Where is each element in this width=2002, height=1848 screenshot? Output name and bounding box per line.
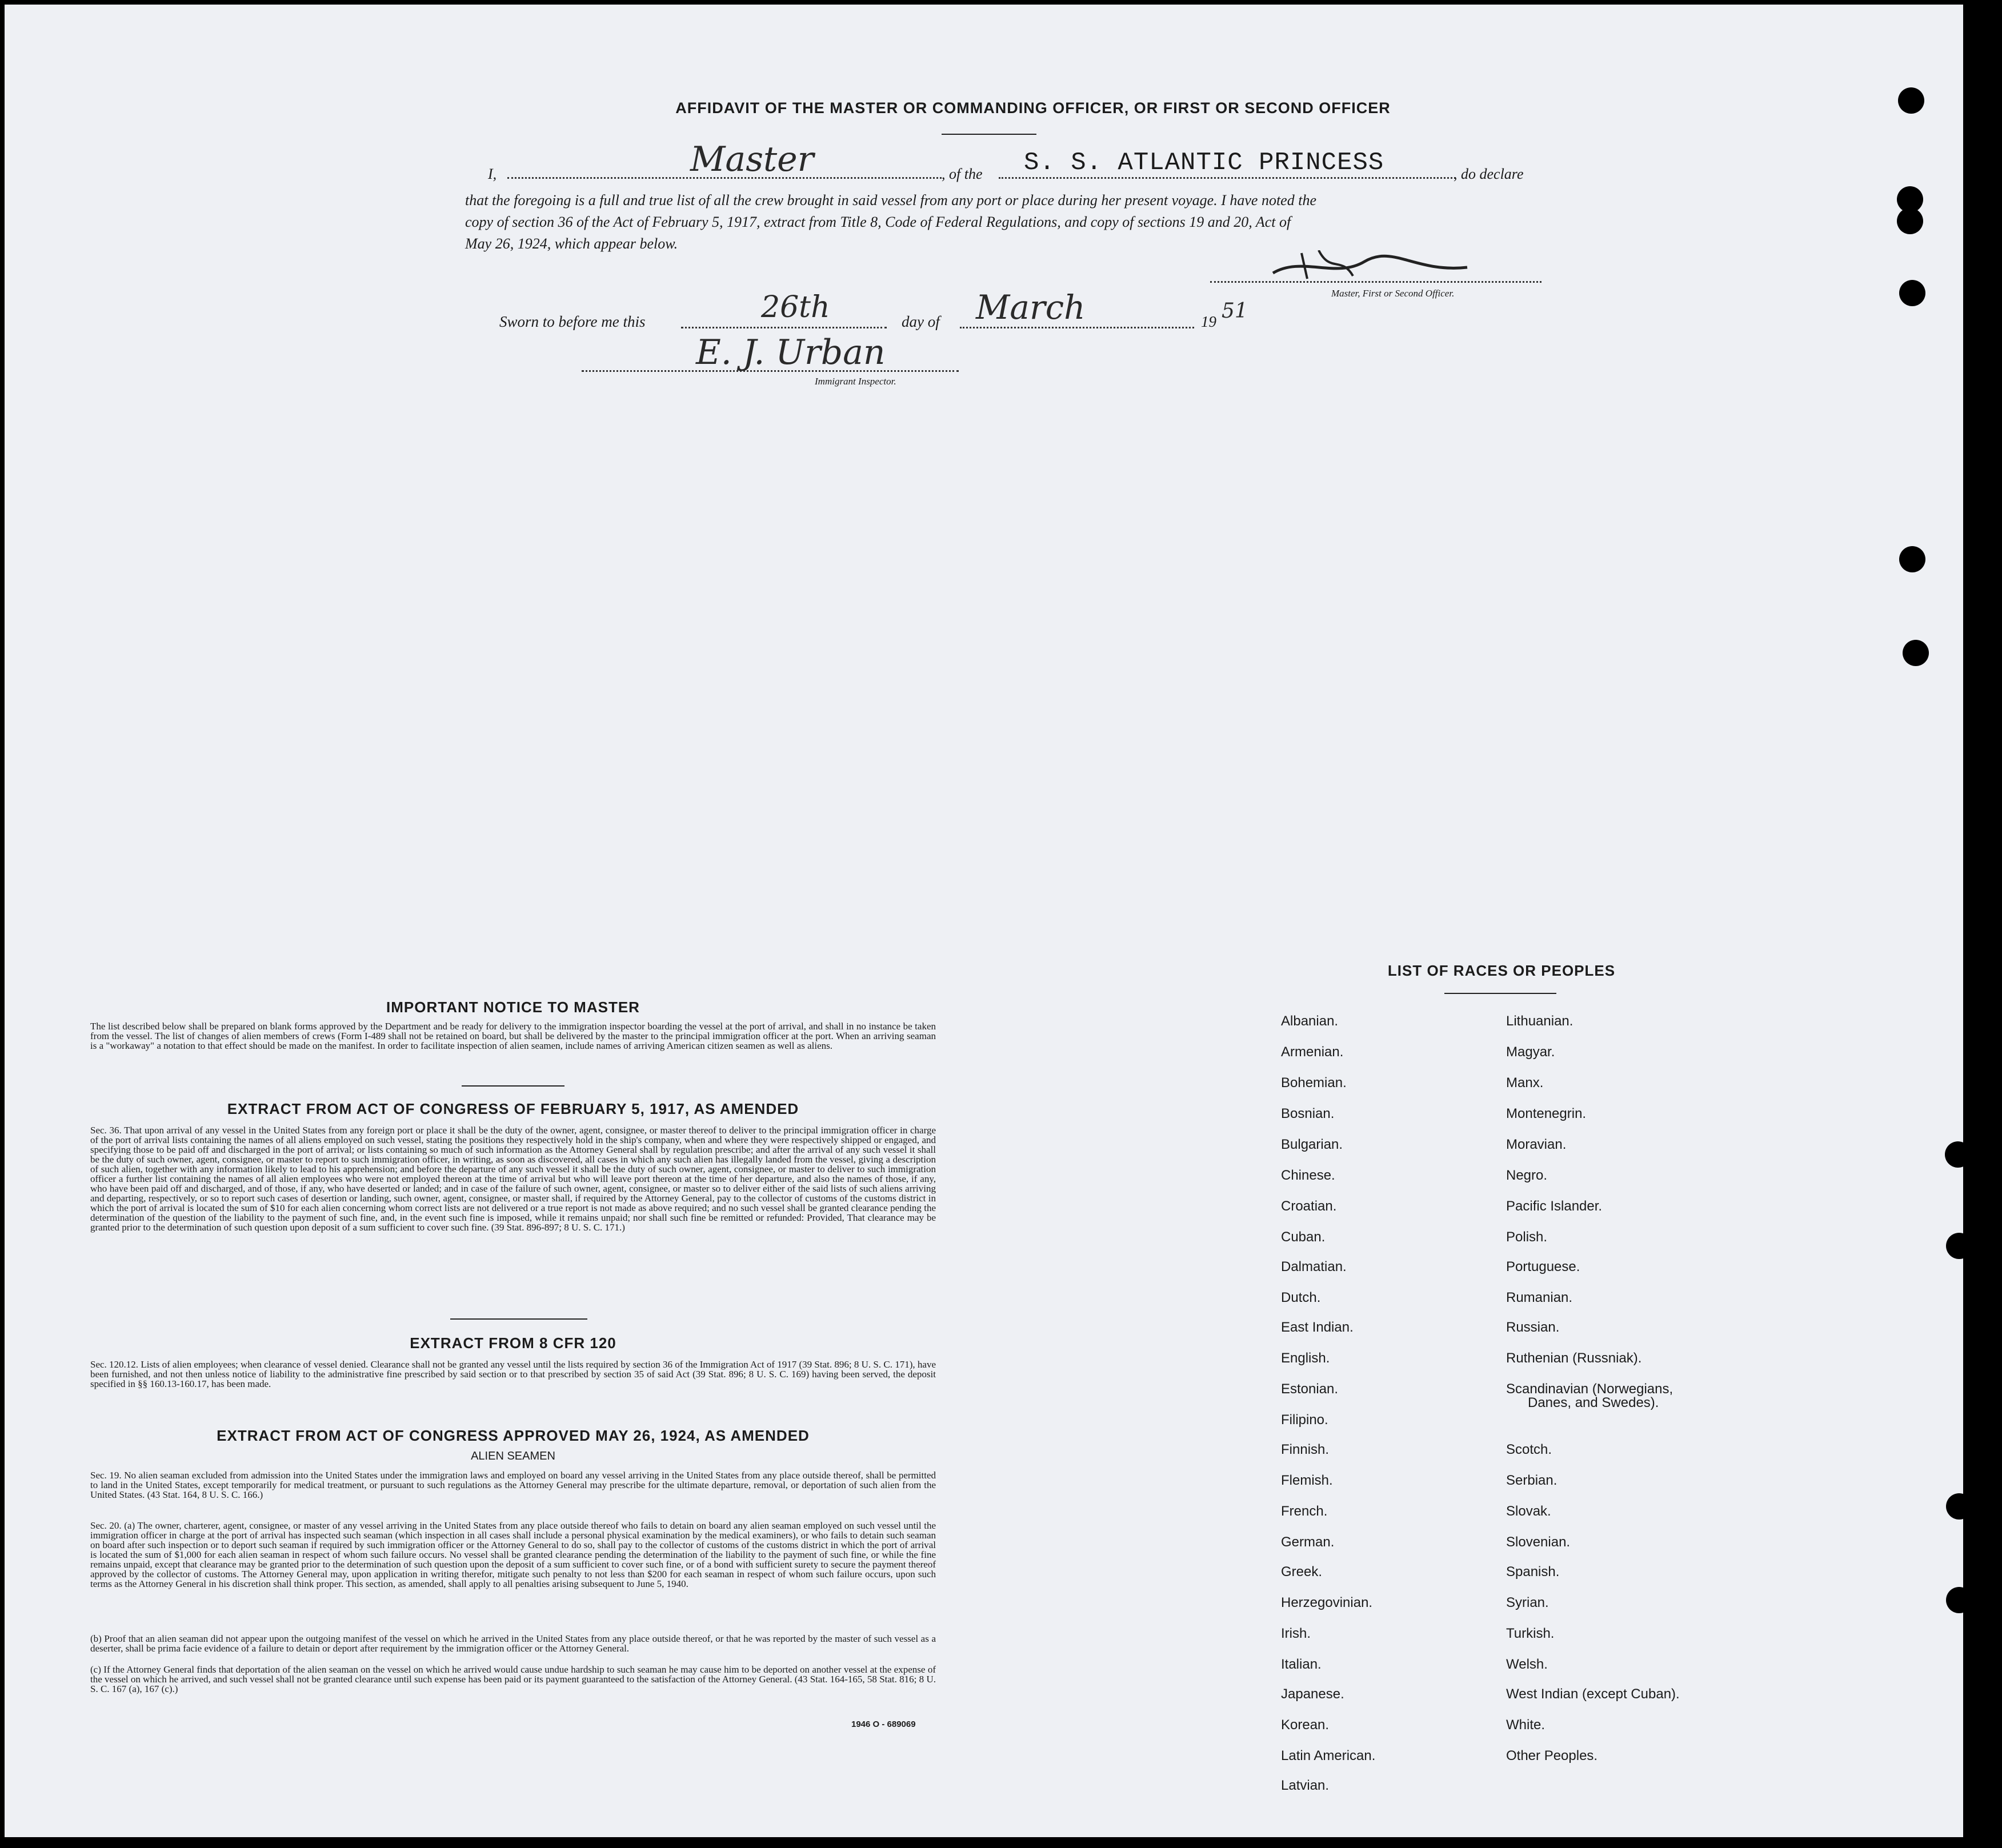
race-item: Cuban.: [1281, 1229, 1326, 1245]
extract-cfr-title: EXTRACT FROM 8 CFR 120: [410, 1334, 616, 1352]
punch-hole-5: [1899, 546, 1925, 572]
inspector-caption: Immigrant Inspector.: [815, 376, 896, 387]
day-blank: [681, 327, 887, 328]
notice-title: IMPORTANT NOTICE TO MASTER: [386, 999, 640, 1016]
race-item: West Indian (except Cuban).: [1506, 1686, 1680, 1702]
punch-hole-8: [1946, 1233, 1972, 1259]
vessel-blank: [999, 177, 1456, 179]
punch-hole-3: [1897, 208, 1923, 234]
race-item: Moravian.: [1506, 1137, 1567, 1152]
race-item: Estonian.: [1281, 1381, 1339, 1397]
vessel-name: S. S. ATLANTIC PRINCESS: [1024, 149, 1384, 177]
extract-cfr-text: Sec. 120.12. Lists of alien employees; when clearance of vessel denied. Clearance shall not be granted any vessel until the lists required by section 36 of the Immigration Act of 1917 (39 Stat. 896; 8 U. S. C. 171), have been furnished, and not then unless notice of liability to the administrative fine prescribed by said section or to that prescribed by section 35 of said Act (39 Stat. 896; 8 U. S. C. 169) having been served, the deposit specified in §§ 160.13-160.17, has been made.: [90, 1359, 936, 1389]
race-item: Syrian.: [1506, 1595, 1549, 1610]
races-title: LIST OF RACES OR PEOPLES: [1387, 962, 1616, 979]
do-declare: , do declare: [1454, 166, 1524, 182]
race-item: Negro.: [1506, 1168, 1548, 1183]
extract-1924-sec19: Sec. 19. No alien seaman excluded from admission into the United States under the immigration laws and employed on board any vessel arriving in the United States from any place outside thereof, shall be permitted to land in the United States, except temporarily for medical treatment, or pursuant to such regulations as the Attorney General may prescribe for the ultimate departure, removal, or deportation of such alien from the United States. (43 Stat. 164, 8 U. S. C. 166.): [90, 1470, 936, 1500]
officer-handwritten: Master: [690, 139, 814, 179]
notice-divider: [462, 1085, 564, 1087]
extract-1917-title: EXTRACT FROM ACT OF CONGRESS OF FEBRUARY 5, 1917, AS AMENDED: [227, 1100, 799, 1117]
race-item: Turkish.: [1506, 1626, 1555, 1641]
race-item: Armenian.: [1281, 1044, 1344, 1060]
extract-1924-sec20c: (c) If the Attorney General finds that deportation of the alien seaman on the vessel on which he arrived would cause undue hardship to such seaman he may cause him to be deported on another vessel at the expense of the vessel on which he arrived, and such vessel shall not be granted clearance until such expense has been paid or its payment guaranteed to the satisfaction of the Attorney General. (43 Stat. 164-165, 58 Stat. 816; 8 U. S. C. 167 (a), 167 (c).): [90, 1664, 936, 1694]
master-caption: Master, First or Second Officer.: [1331, 288, 1455, 299]
race-item: Manx.: [1506, 1075, 1544, 1091]
year-handwritten: 51: [1222, 299, 1248, 323]
race-item: Spanish.: [1506, 1564, 1560, 1580]
master-signature-scribble: [1267, 250, 1473, 284]
punch-hole-1: [1898, 87, 1924, 114]
inspector-handwritten: E. J. Urban: [696, 332, 886, 372]
affidavit-title: AFFIDAVIT OF THE MASTER OR COMMANDING OFFICER, OR FIRST OR SECOND OFFICER: [675, 99, 1391, 117]
race-item: Filipino.: [1281, 1412, 1328, 1428]
race-item: Magyar.: [1506, 1044, 1555, 1060]
race-item: Ruthenian (Russniak).: [1506, 1350, 1642, 1366]
race-item: Albanian.: [1281, 1013, 1339, 1029]
extract-1924-sec20a: Sec. 20. (a) The owner, charterer, agent, consignee, or master of any vessel arriving in the United States from any place outside thereof who fails to detain on board any alien seaman employed on such vessel until the immigration officer in charge at the port of arrival has inspected such seaman (which inspection in all cases shall include a personal physical examination by the medical examiners), or who fails to detain such seaman on board after such inspection or to deport such seaman if required by such immigration officer or the Attorney General to do so, shall pay to the collector of customs of the customs district in which the port of arrival is located the sum of $1,000 for each alien seaman in respect of whom such failure occurs. No vessel shall be granted clearance pending the determination of the liability to the payment of such fine, or while the fine remains unpaid, except that clearance may be granted prior to the determination of such question upon the deposit of a sum sufficient to cover such fine, or of a bond with sufficient surety to secure the payment thereof approved by the collector of customs. The Attorney General may, upon application in writing therefor, mitigate such penalty to not less than $200 for each seaman in respect of whom such failure occurs, upon such terms as the Attorney General in his discretion shall think proper. This section, as amended, shall apply to all penalties arising subsequent to June 5, 1940.: [90, 1520, 936, 1589]
race-item: Flemish.: [1281, 1473, 1333, 1488]
race-item: Danes, and Swedes).: [1528, 1395, 1659, 1410]
extract-1917-divider: [450, 1318, 587, 1320]
month-blank: [960, 327, 1194, 328]
race-item: Japanese.: [1281, 1686, 1344, 1702]
race-item: English.: [1281, 1350, 1330, 1366]
race-item: Chinese.: [1281, 1168, 1335, 1183]
sworn-label: Sworn to before me this: [499, 313, 646, 330]
document-page: [5, 5, 1963, 1837]
race-item: Herzegovinian.: [1281, 1595, 1373, 1610]
race-item: White.: [1506, 1717, 1545, 1733]
race-item: Montenegrin.: [1506, 1106, 1587, 1121]
race-item: Italian.: [1281, 1657, 1322, 1672]
declaration-line-2: copy of section 36 of the Act of February 5, 1917, extract from Title 8, Code of Federal Regulations, and copy of sections 19 and 20, Act of: [465, 214, 1291, 230]
race-item: Croatian.: [1281, 1198, 1337, 1214]
race-item: Scotch.: [1506, 1442, 1552, 1457]
race-item: Slovak.: [1506, 1504, 1551, 1519]
race-item: Serbian.: [1506, 1473, 1557, 1488]
punch-hole-6: [1903, 640, 1929, 666]
year-prefix: 19: [1201, 313, 1216, 330]
day-handwritten: 26th: [761, 290, 830, 324]
race-item: Slovenian.: [1506, 1534, 1571, 1550]
race-item: Latin American.: [1281, 1748, 1376, 1763]
race-item: Russian.: [1506, 1320, 1560, 1335]
race-item: Pacific Islander.: [1506, 1198, 1603, 1214]
extract-1924-title: EXTRACT FROM ACT OF CONGRESS APPROVED MAY 26, 1924, AS AMENDED: [217, 1427, 810, 1444]
race-item: Lithuanian.: [1506, 1013, 1573, 1029]
race-item: Portuguese.: [1506, 1259, 1580, 1274]
notice-text: The list described below shall be prepared on blank forms approved by the Department and be ready for delivery to the immigration inspector boarding the vessel at the port of arrival, and shall in no instance be taken from the vessel. The list of changes of alien members of crews (Form I-489 shall not be retained on board, but shall be delivered by the master to the principal immigration officer at the port. When an arriving seaman is a "workaway" a notation to that effect should be made on the manifest. In order to facilitate inspection of alien seamen, include names of arriving American citizen seamen as well as aliens.: [90, 1021, 936, 1051]
day-of-label: day of: [902, 313, 940, 330]
punch-hole-10: [1946, 1587, 1972, 1613]
i-label: I,: [488, 166, 497, 182]
race-item: Finnish.: [1281, 1442, 1330, 1457]
punch-hole-4: [1899, 280, 1925, 306]
race-item: Scandinavian (Norwegians,: [1506, 1381, 1673, 1397]
month-handwritten: March: [976, 288, 1086, 327]
race-item: Dalmatian.: [1281, 1259, 1347, 1274]
punch-hole-9: [1946, 1493, 1972, 1520]
race-item: Welsh.: [1506, 1657, 1548, 1672]
title-divider: [942, 134, 1036, 135]
extract-1917-text: Sec. 36. That upon arrival of any vessel in the United States from any foreign port or place it shall be the duty of the owner, agent, consignee, or master thereof to deliver to the principal immigration officer in charge of the port of arrival lists containing the names of all aliens employed on such vessel, stating the positions they respectively hold in the ship's company, when and where they were respectively shipped or engaged, and specifying those to be paid off and discharged in the port of arrival; or lists containing so much of such information as the Attorney General shall by regulation prescribe; and after the arrival of any such vessel it shall be the duty of such owner, agent, consignee, or master to report to such immigration officer, in writing, as soon as discovered, all cases in which any such alien has illegally landed from the vessel, giving a description of such alien, together with any information likely to lead to his apprehension; and before the departure of any such vessel it shall be the duty of such owner, agent, consignee, or master to deliver to such immigration officer a further list containing the names of all alien employees who were not employed thereon at the time of arrival but who will leave port thereon at the time of her departure, and also the names of those, if any, who have been paid off and discharged, and of those, if any, who have deserted or landed; and in case of the failure of such owner, agent, consignee, or master so to deliver either of the said lists of such aliens arriving and departing, respectively, or so to report such cases of desertion or landing, such owner, agent, consignee, or master shall, if required by the Attorney General, pay to the collector of customs of the customs district in which the port of arrival is located the sum of $10 for each alien concerning whom correct lists are not delivered or a true report is not made as above required; and no such vessel shall be granted clearance pending the determination of the question of the liability to the payment of such fine, and, in the event such fine is imposed, while it remains unpaid; nor shall such fine be remitted or refunded: Provided, That clearance may be granted prior to the determination of such question upon deposit of a sum sufficient to cover such fine. (39 Stat. 896-897; 8 U. S. C. 171.): [90, 1125, 936, 1233]
race-item: Bulgarian.: [1281, 1137, 1343, 1152]
master-signature: [1267, 250, 1473, 279]
race-item: Polish.: [1506, 1229, 1548, 1245]
race-item: Other Peoples.: [1506, 1748, 1598, 1763]
race-item: Bohemian.: [1281, 1075, 1347, 1091]
race-item: Latvian.: [1281, 1778, 1330, 1793]
race-item: East Indian.: [1281, 1320, 1354, 1335]
race-item: Rumanian.: [1506, 1290, 1573, 1305]
race-item: Irish.: [1281, 1626, 1311, 1641]
race-item: Korean.: [1281, 1717, 1330, 1733]
declaration-line-3: May 26, 1924, which appear below.: [465, 235, 678, 252]
extract-1924-subtitle: ALIEN SEAMEN: [471, 1450, 555, 1462]
print-code: 1946 O - 689069: [851, 1719, 916, 1729]
races-title-underline: [1444, 993, 1556, 994]
of-the-label: , of the: [942, 166, 983, 182]
extract-1924-sec20b: (b) Proof that an alien seaman did not appear upon the outgoing manifest of the vessel on which he arrived in the United States from any place outside thereof, or that he was reported by the master of such vessel as a deserter, shall be prima facie evidence of a failure to detain or deport after requirement by the immigration officer or the Attorney General.: [90, 1633, 936, 1654]
race-item: Greek.: [1281, 1564, 1323, 1580]
race-item: German.: [1281, 1534, 1335, 1550]
race-item: French.: [1281, 1504, 1328, 1519]
race-item: Bosnian.: [1281, 1106, 1335, 1121]
race-item: Dutch.: [1281, 1290, 1321, 1305]
declaration-line-1: that the foregoing is a full and true list of all the crew brought in said vessel from any port or place during her present voyage. I have noted the: [465, 192, 1316, 209]
punch-hole-7: [1945, 1141, 1971, 1168]
